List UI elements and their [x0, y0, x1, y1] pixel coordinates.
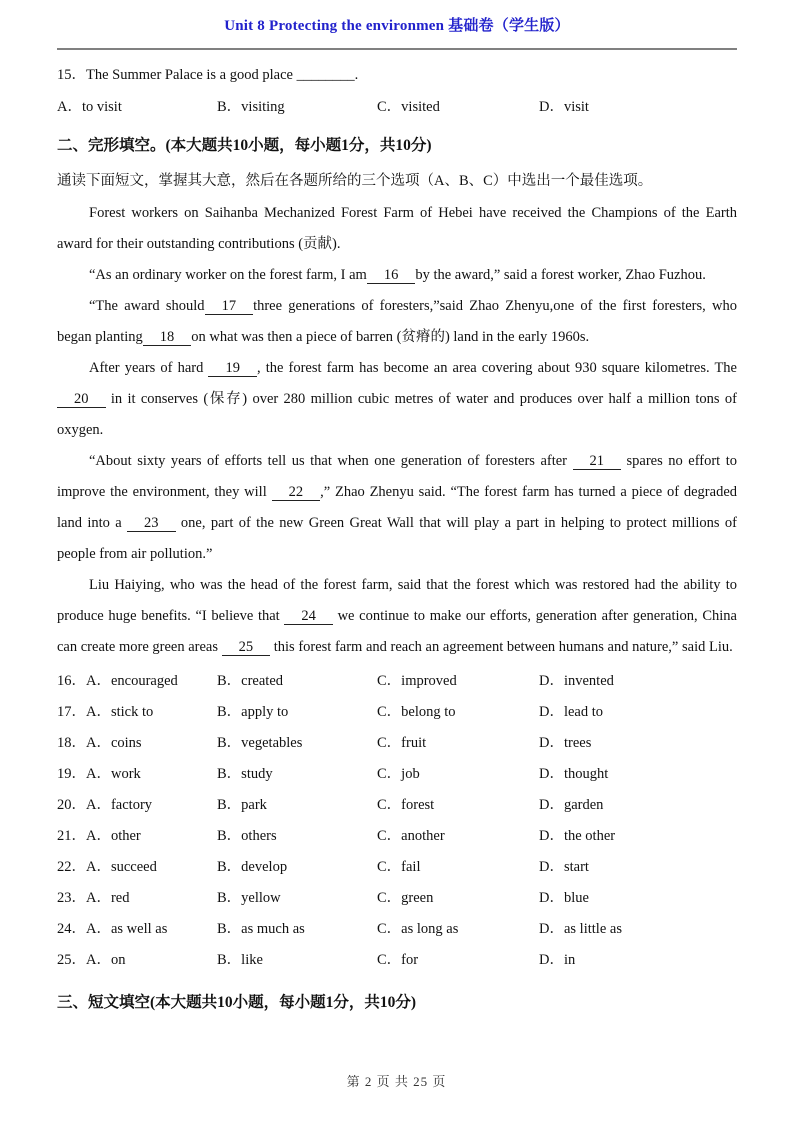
option-cell: B．created [217, 673, 284, 689]
option-cell: 25．A．on [57, 952, 126, 968]
cloze-question-row [57, 666, 737, 697]
cloze-question-row [57, 728, 737, 759]
question-15-option: B．visiting [217, 99, 285, 115]
option-cell: C．job [377, 766, 420, 782]
page-title: Unit 8 Protecting the environmen 基础卷（学生版） [224, 18, 570, 34]
option-cell: 16．A．encouraged [57, 673, 178, 689]
option-cell: C．belong to [377, 704, 456, 720]
cloze-question-row [57, 790, 737, 821]
section-3-heading: 三、短文填空(本大题共10小题，每小题1分，共10分) [57, 994, 417, 1011]
option-cell: C．for [377, 952, 419, 968]
option-cell: D．the other [539, 828, 616, 844]
question-15-option: C．visited [377, 99, 440, 115]
option-cell: B．others [217, 828, 277, 844]
cloze-question-row [57, 759, 737, 790]
option-cell: C．as long as [377, 921, 459, 937]
option-cell: B．study [217, 766, 273, 782]
question-15-option: D．visit [539, 99, 589, 115]
cloze-blank: 23 [127, 515, 176, 532]
passage-paragraph: Liu Haiying, who was the head of the forest farm, said that the forest which was restored had the ability to produce huge benefits. “I believe that 24 we continue to make our efforts, generation after generation, China can create more green areas 25 this forest farm and reach an agreement between humans and nature,” said Liu. [57, 577, 737, 655]
option-cell: 18．A．coins [57, 735, 142, 751]
option-cell: B．develop [217, 859, 288, 875]
cloze-question-row [57, 697, 737, 728]
option-cell: B．as much as [217, 921, 305, 937]
option-cell: C．forest [377, 797, 435, 813]
section-2-instruction: 通读下面短文，掌握其大意，然后在各题所给的三个选项（A、B、C）中选出一个最佳选项。 [57, 173, 653, 189]
option-cell: 17．A．stick to [57, 704, 154, 720]
option-cell: B．park [217, 797, 267, 813]
passage-paragraph: “About sixty years of efforts tell us that when one generation of foresters after 21 spares no effort to improve the environment, they will 22 ,” Zhao Zhenyu said. “The forest farm has turned a piece of degraded land into a 23 one, part of the new Green Great Wall that will play a part in helping to protect millions of people from air pollution.” [57, 453, 738, 562]
option-cell: 21．A．other [57, 828, 141, 844]
cloze-blank: 22 [272, 484, 321, 501]
question-15-options [57, 95, 737, 119]
option-cell: C．green [377, 890, 434, 906]
cloze-blank: 19 [208, 360, 257, 377]
passage-paragraph: “As an ordinary worker on the forest farm, I am 16 by the award,” said a forest worker, Zhao Fuzhou. [89, 267, 706, 283]
option-cell: 19．A．work [57, 766, 141, 782]
page-header [57, 14, 737, 50]
cloze-blank: 24 [284, 608, 333, 625]
option-cell: D．blue [539, 890, 589, 906]
section-2-heading: 二、完形填空。(本大题共10小题，每小题1分，共10分) [57, 137, 432, 154]
option-cell: D．start [539, 859, 589, 875]
option-cell: D．as little as [539, 921, 622, 937]
option-cell: B．apply to [217, 704, 289, 720]
cloze-question-row [57, 821, 737, 852]
cloze-blank: 20 [57, 391, 106, 408]
option-cell: D．thought [539, 766, 609, 782]
option-cell: 23．A．red [57, 890, 130, 906]
option-cell: D．trees [539, 735, 592, 751]
cloze-question-row [57, 883, 737, 914]
option-cell: B．yellow [217, 890, 281, 906]
option-cell: B．vegetables [217, 735, 303, 751]
question-15-text: 15．The Summer Palace is a good place ________. [57, 67, 359, 83]
option-cell: C．another [377, 828, 445, 844]
option-cell: 20．A．factory [57, 797, 153, 813]
option-cell: D．in [539, 952, 576, 968]
option-cell: D．lead to [539, 704, 604, 720]
option-cell: C．improved [377, 673, 457, 689]
option-cell: D．garden [539, 797, 604, 813]
cloze-question-row [57, 852, 737, 883]
option-cell: 24．A．as well as [57, 921, 168, 937]
passage-paragraph: “The award should 17 three generations of foresters,”said Zhao Zhenyu,one of the first foresters, who began planting 18 on what was then a piece of barren (贫瘠的) land in the early 1960s. [57, 298, 737, 345]
option-cell: D．invented [539, 673, 614, 689]
cloze-question-row [57, 945, 737, 976]
cloze-blank: 16 [367, 267, 416, 284]
cloze-questions [57, 666, 737, 976]
cloze-blank: 18 [143, 329, 192, 346]
cloze-blank: 17 [205, 298, 254, 315]
page-footer: 第 2 页 共 25 页 [346, 1074, 447, 1089]
question-15-option: A．to visit [57, 99, 122, 115]
option-cell: 22．A．succeed [57, 859, 157, 875]
option-cell: C．fail [377, 859, 421, 875]
passage-paragraph: Forest workers on Saihanba Mechanized Forest Farm of Hebei have received the Champions of the Earth award for their outstanding contributions (贡献). [57, 205, 737, 252]
option-cell: C．fruit [377, 735, 427, 751]
question-15 [57, 63, 737, 119]
cloze-question-row [57, 914, 737, 945]
cloze-blank: 25 [222, 639, 271, 656]
cloze-passage [57, 198, 737, 663]
option-cell: B．like [217, 952, 263, 968]
cloze-blank: 21 [573, 453, 622, 470]
passage-paragraph: After years of hard 19 , the forest farm has become an area covering about 930 square kilometres. The 20 in it conserves (保存) over 280 million cubic metres of water and produces over half a million tons of oxygen. [57, 360, 737, 438]
